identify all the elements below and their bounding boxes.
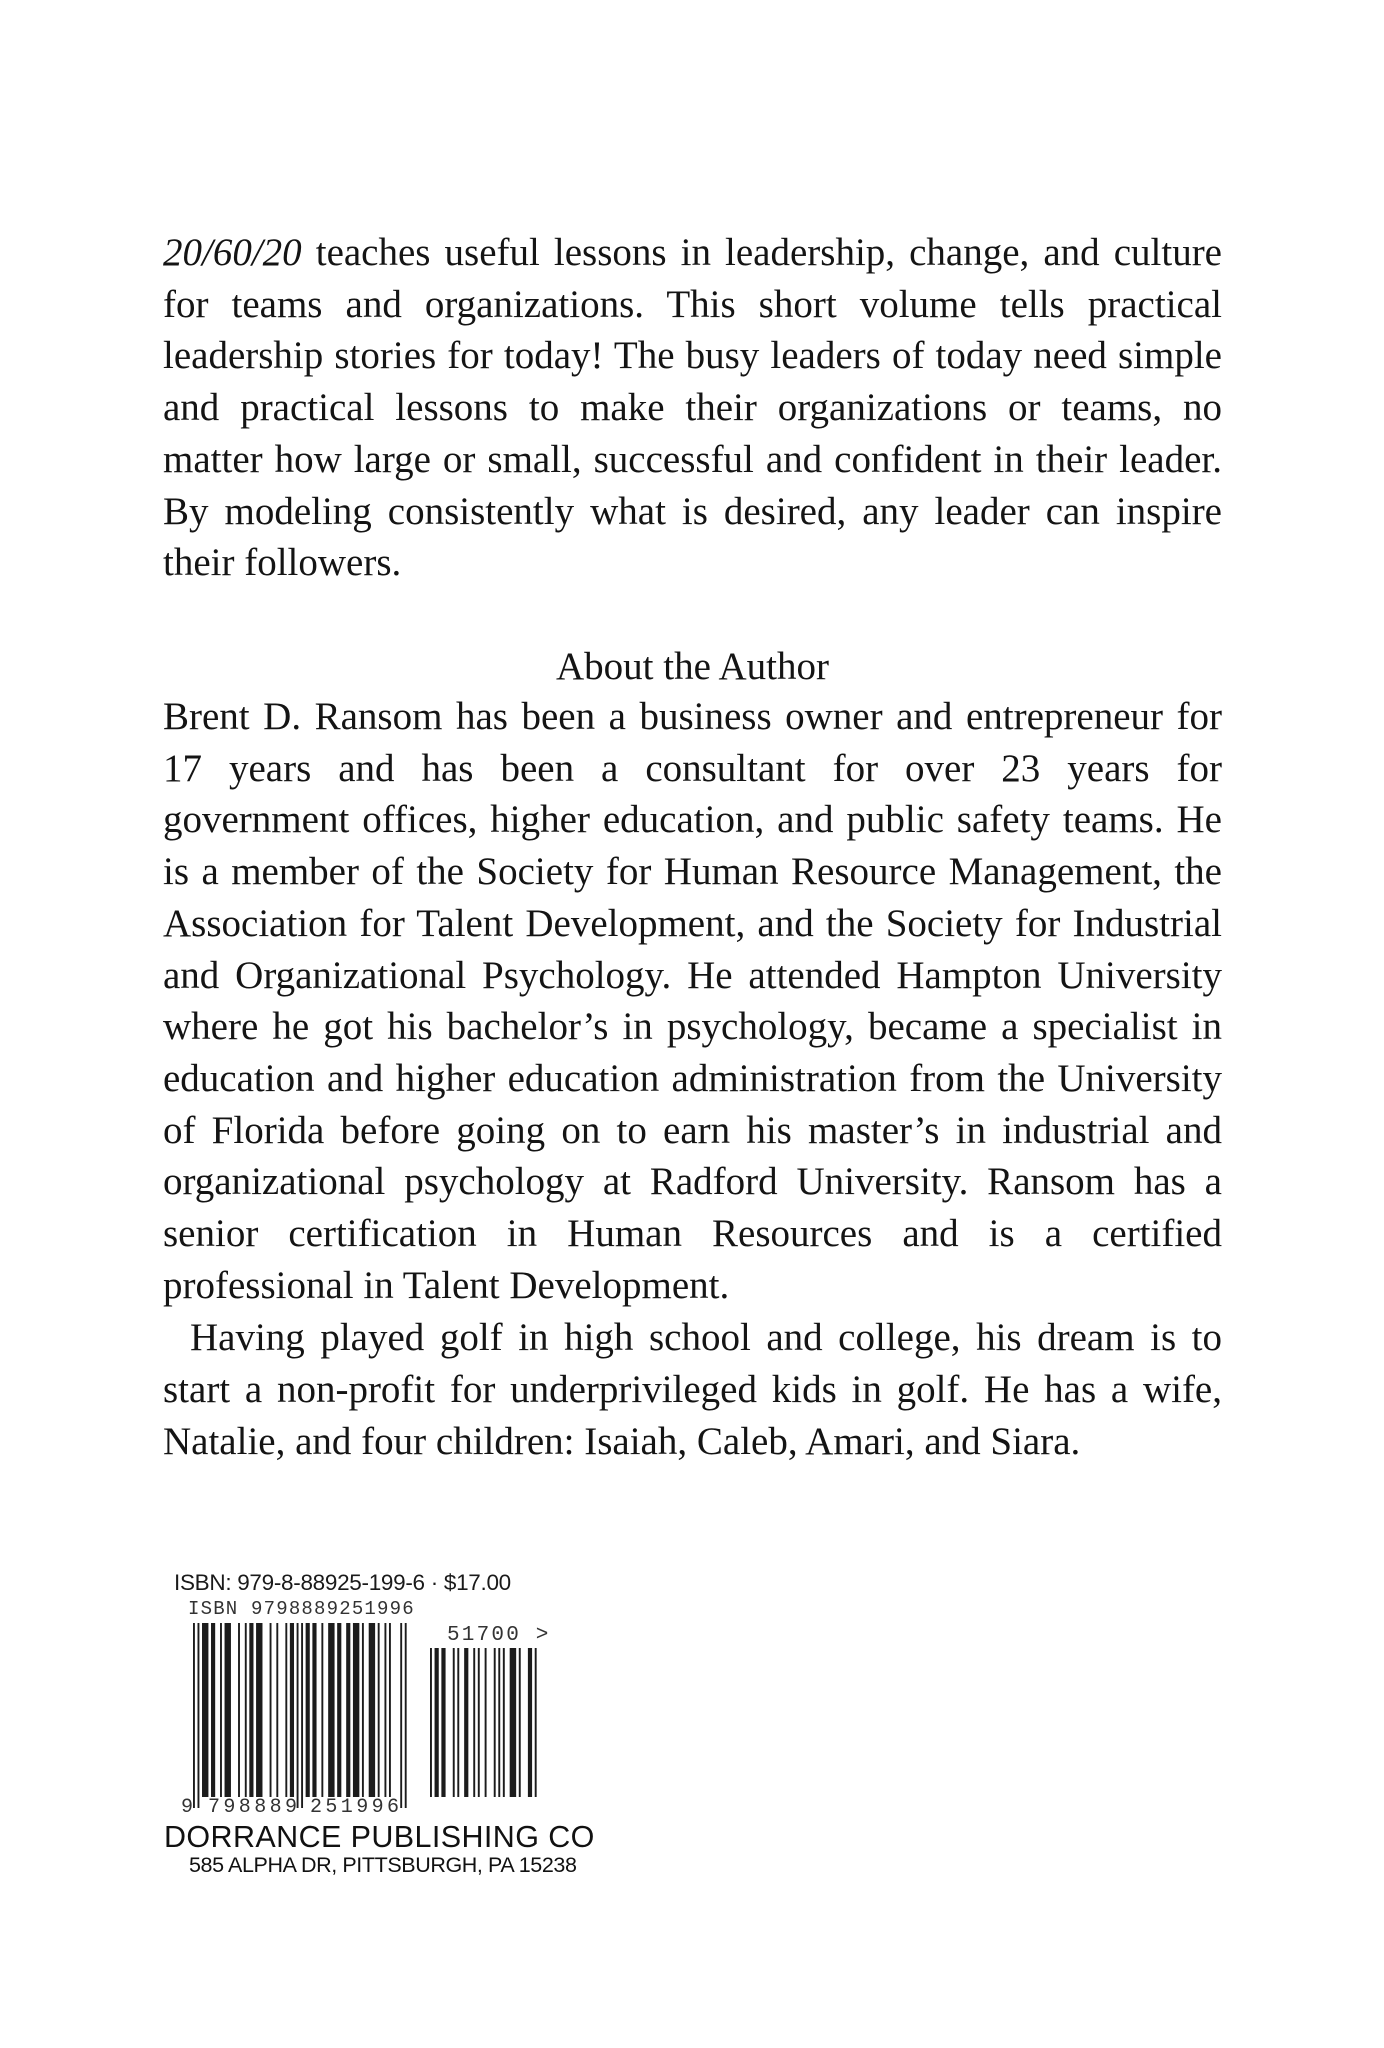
barcode-bar [285,1623,287,1797]
addon-barcode-bar [485,1648,487,1797]
barcode-bar [290,1623,294,1797]
line-text-run: for teams and organizations. This short volume tells practical [163,282,1222,326]
addon-barcode-bar [473,1648,475,1797]
addon-barcode-bar [528,1648,532,1797]
barcode-bar [211,1623,215,1797]
addon-barcode-bar [457,1648,459,1797]
addon-barcode-bar [510,1648,516,1797]
barcode-bar [346,1623,350,1797]
line-text-run: of Florida before going on to earn his master’s in industrial and [163,1108,1222,1152]
line-text-run: government offices, higher education, and public safety teams. He [163,798,1222,842]
book-title-italic: 20/60/20 [163,231,302,274]
line-text-run: Brent D. Ransom has been a business owner and entrepreneur for [163,695,1222,738]
addon-barcode-bar [494,1648,496,1797]
barcode-bar [321,1623,323,1797]
barcode-guard-bar [193,1623,195,1808]
barcode-bar [337,1623,341,1797]
isbn-mono-label: ISBN 9798889251996 [188,1598,415,1620]
barcode-digits-right: 251996 [310,1796,403,1819]
line-text-run: and practical lessons to make their organizations or teams, no [163,386,1222,430]
addon-barcode-bar [430,1648,432,1797]
line-text-run: Natalie, and four children: Isaiah, Caleb, Amari, and Siara. [163,1419,1081,1463]
addon-barcode-bar [498,1648,500,1797]
line-text-run: teaches useful lessons in leadership, change, and culture [301,231,1222,274]
barcode-guard-bar [400,1623,402,1808]
barcode-bar [378,1623,380,1797]
addon-barcode-bar [535,1648,537,1797]
barcode-guard-bar [405,1623,407,1808]
line-text-run: where he got his bachelor’s in psychology, became a specialist in [163,1005,1222,1049]
barcode-bar [328,1623,334,1797]
barcode-digits-left: 798889 [208,1796,301,1819]
barcode-bar [389,1623,391,1797]
line-text-run: matter how large or small, successful and confident in their leader. [163,437,1222,481]
barcode-guard-bar [297,1623,299,1808]
about-heading-text: About the Author [556,645,829,688]
barcode-digit-first: 9 [181,1796,194,1819]
line-text-run: is a member of the Society for Human Resource Management, the [163,850,1222,894]
addon-barcode-bar [441,1648,445,1797]
line-text-run: professional in Talent Development. [163,1263,730,1307]
barcode-bar [256,1623,262,1797]
barcode-bar [384,1623,386,1797]
addon-barcode-bar [478,1648,480,1797]
addon-price-code: 51700 > [447,1624,551,1647]
line-text-run: Having played golf in high school and college, his dream is to [190,1316,1222,1360]
addon-barcode-bar [453,1648,455,1797]
addon-barcode-bar [519,1648,521,1797]
line-text-run: organizational psychology at Radford University. Ransom has a [163,1160,1222,1204]
barcode-bar [202,1623,208,1797]
barcode-bar [312,1623,316,1797]
line-text-run: leadership stories for today! The busy leaders of today need simple [163,334,1222,378]
barcode-bar [362,1623,364,1797]
line-text-run: senior certification in Human Resources and is a certified [163,1212,1222,1255]
line-text-run: their followers. [163,541,402,585]
line-text-run: start a non-profit for underprivileged kids in golf. He has a wife, [163,1368,1222,1412]
line-text-run: and Organizational Psychology. He attended Hampton University [163,953,1222,997]
line-text-run: By modeling consistently what is desired, any leader can inspire [163,489,1222,533]
barcode-bar [245,1623,247,1797]
barcode-bar [249,1623,253,1797]
barcode-bar [270,1623,272,1797]
barcode-bar [238,1623,240,1797]
addon-barcode-bar [503,1648,505,1797]
barcode-bar [306,1623,310,1797]
barcode-guard-bar [301,1623,303,1808]
barcode-guard-bar [198,1623,200,1808]
barcode-bar [369,1623,375,1797]
isbn-price-line: ISBN: 979-8-88925-199-6 · $17.00 [174,1570,511,1595]
barcode-bar [353,1623,359,1797]
barcode-bar [276,1623,278,1797]
line-text-run: 17 years and has been a consultant for over 23 years for [163,746,1222,790]
addon-barcode-bar [464,1648,468,1797]
addon-barcode-bar [435,1648,439,1797]
line-text-run: education and higher education administration from the University [163,1056,1222,1100]
barcode-bar [220,1623,222,1797]
barcode-bar [225,1623,231,1797]
publisher-name: DORRANCE PUBLISHING CO [164,1820,595,1854]
publisher-address: 585 ALPHA DR, PITTSBURGH, PA 15238 [189,1853,577,1877]
line-text-run: Association for Talent Development, and the Society for Industrial [163,901,1222,945]
